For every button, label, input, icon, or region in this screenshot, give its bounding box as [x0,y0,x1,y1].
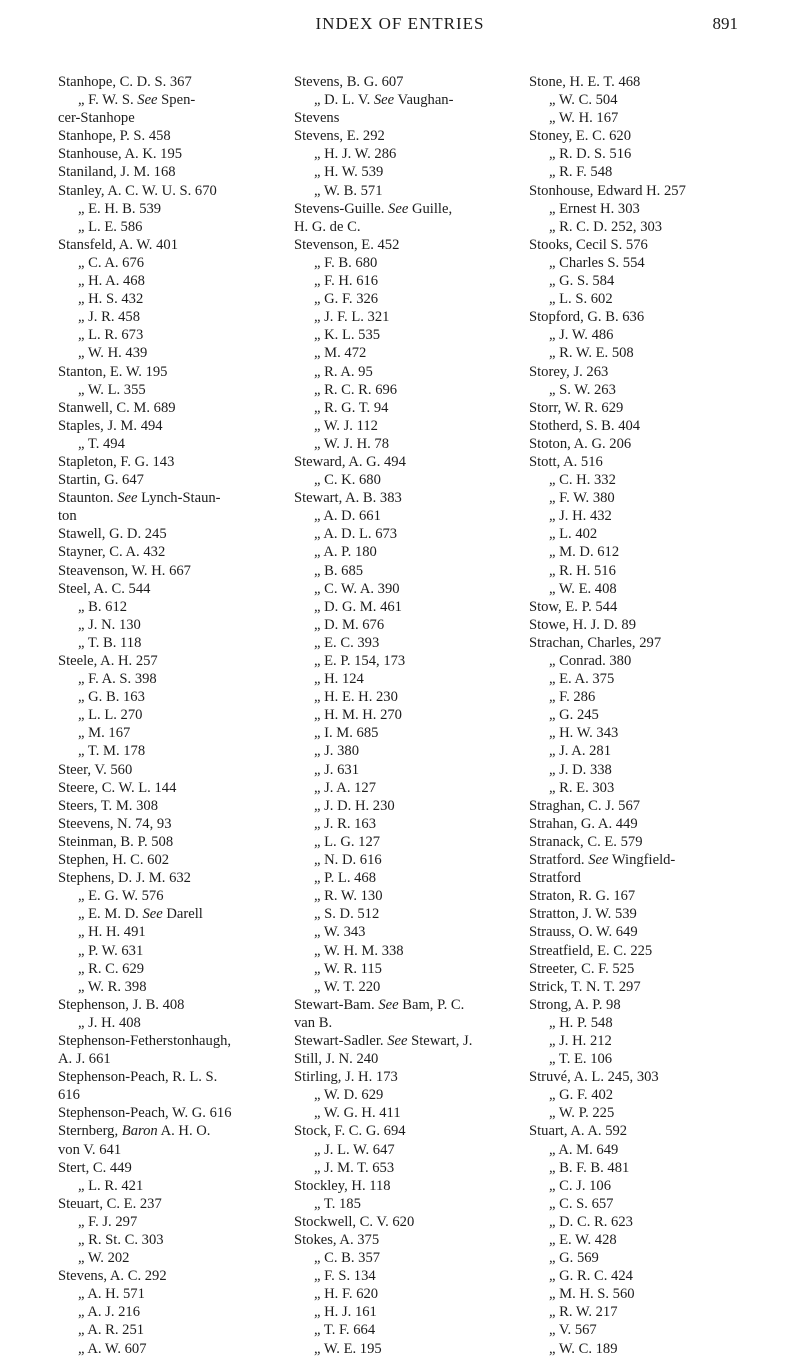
index-entry: Stoton, A. G. 206 [529,435,632,452]
index-entry: A. J. 661 [58,1051,111,1068]
index-subentry: „ J. H. 408 [78,1014,141,1031]
index-entry: Stockley, H. 118 [294,1177,391,1194]
index-entry: Stawell, G. D. 245 [58,526,167,543]
index-entry: Stirling, J. H. 173 [294,1069,398,1086]
index-subentry: „ J. H. 212 [549,1032,612,1049]
index-subentry: „ G. 569 [549,1250,599,1267]
index-entry: Storey, J. 263 [529,363,609,380]
index-subentry: „ H. F. 620 [314,1286,379,1303]
index-subentry: „ E. W. 428 [549,1232,617,1248]
index-subentry: „ C. J. 106 [549,1177,612,1194]
index-subentry: „ L. R. 421 [78,1177,144,1194]
index-subentry: „ L. E. 586 [78,218,143,235]
index-subentry: „ J. W. 486 [549,327,614,344]
index-subentry: „ F. A. S. 398 [78,671,157,688]
index-subentry: „ J. 380 [314,743,359,760]
index-entry: Stonhouse, Edward H. 257 [529,182,686,199]
index-entry: Stanhope, P. S. 458 [58,128,171,145]
index-subentry: „ G. 245 [549,707,599,724]
index-subentry: „ F. B. 680 [314,254,378,271]
index-entry: Staples, J. M. 494 [58,417,163,434]
index-entry: Stone, H. E. T. 468 [529,74,641,90]
index-subentry: „ H. W. 343 [549,725,619,742]
index-subentry: „ D. C. R. 623 [549,1213,633,1230]
index-subentry: „ H. H. 491 [78,924,146,941]
index-subentry: „ J. A. 127 [314,779,377,796]
index-entry: Strachan, Charles, 297 [529,634,662,651]
index-entry: Stow, E. P. 544 [529,598,618,615]
index-subentry: „ R. C. 629 [78,960,145,977]
index-subentry: „ V. 567 [549,1322,597,1339]
index-subentry: „ T. 494 [78,435,125,452]
index-entry: Steavenson, W. H. 667 [58,562,191,579]
index-entry: Steer, V. 560 [58,761,133,778]
index-subentry: „ F. H. 616 [314,273,379,290]
index-entry: Stokes, A. 375 [294,1232,380,1248]
index-entry: Stevens [294,110,340,127]
index-subentry: „ J. M. T. 653 [314,1159,395,1176]
index-subentry: „ W. H. 439 [78,345,148,362]
index-entry: Straghan, C. J. 567 [529,797,641,814]
index-subentry: „ H. E. H. 230 [314,689,398,706]
index-subentry: „ C. K. 680 [314,472,381,489]
index-subentry: „ A. R. 251 [78,1322,145,1339]
index-subentry: „ C. A. 676 [78,254,145,271]
index-subentry: „ E. M. D. See Darell [78,906,203,923]
index-subentry: „ N. D. 616 [314,852,382,869]
index-subentry: „ H. W. 539 [314,164,384,181]
index-subentry: „ D. M. 676 [314,616,385,633]
index-subentry: „ A. J. 216 [78,1304,141,1321]
index-entry: Straton, R. G. 167 [529,888,636,905]
index-column-2 [294,73,516,1358]
index-subentry: „ P. L. 468 [314,870,377,887]
index-entry: Stockwell, C. V. 620 [294,1213,415,1230]
index-entry: von V. 641 [58,1141,122,1158]
index-subentry: „ M. 167 [78,725,131,742]
index-subentry: „ B. 685 [314,562,364,579]
index-subentry: „ I. M. 685 [314,725,379,742]
index-subentry: „ W. L. 355 [78,381,146,398]
index-subentry: „ W. R. 398 [78,978,147,995]
index-subentry: „ M. H. S. 560 [549,1286,635,1303]
index-subentry: „ L. R. 673 [78,327,144,344]
index-entry: Stowe, H. J. D. 89 [529,616,637,633]
index-subentry: „ H. J. 161 [314,1304,377,1321]
index-entry: Stewart-Bam. See Bam, P. C. [294,996,465,1013]
index-entry: Stoney, E. C. 620 [529,128,632,145]
running-title: INDEX OF ENTRIES [315,14,485,33]
index-entry: van B. [294,1014,333,1031]
index-subentry: „ W. T. 220 [314,978,381,995]
index-entry: Stert, C. 449 [58,1159,132,1176]
index-subentry: „ P. W. 631 [78,942,144,959]
index-entry: Steuart, C. E. 237 [58,1195,162,1212]
index-subentry: „ T. F. 664 [314,1322,376,1339]
index-entry: Startin, G. 647 [58,472,144,489]
index-subentry: „ W. P. 225 [549,1105,615,1122]
index-entry: Stephenson-Peach, R. L. S. [58,1069,218,1086]
index-subentry: „ H. 124 [314,671,364,688]
index-subentry: „ R. D. S. 516 [549,146,632,163]
index-subentry: „ L. L. 270 [78,707,143,724]
index-subentry: „ R. H. 516 [549,562,616,579]
index-subentry: „ W. J. H. 78 [314,435,389,452]
index-entry: Stopford, G. B. 636 [529,309,645,326]
index-subentry: „ J. R. 163 [314,815,377,832]
index-entry: Stott, A. 516 [529,453,603,470]
index-subentry: „ B. F. B. 481 [549,1159,630,1176]
index-entry: Stotherd, S. B. 404 [529,417,641,434]
index-entry: Stuart, A. A. 592 [529,1123,628,1140]
index-entry: Staniland, J. M. 168 [58,164,176,181]
index-entry: Stanhouse, A. K. 195 [58,146,183,163]
index-entry: Stephenson-Fetherstonhaugh, [58,1032,232,1049]
index-entry: H. G. de C. [294,218,361,235]
index-subentry: „ R. C. D. 252, 303 [549,218,663,235]
index-subentry: „ H. P. 548 [549,1014,613,1031]
index-entry: Steele, A. H. 257 [58,653,158,669]
index-subentry: „ R. G. T. 94 [314,399,389,416]
page-number: 891 [712,14,738,33]
index-subentry: „ W. C. 504 [549,92,618,109]
index-entry: Sternberg, Baron A. H. O. [58,1123,211,1140]
index-subentry: „ T. 185 [314,1195,361,1212]
index-entry: Steinman, B. P. 508 [58,833,174,850]
index-subentry: „ M. D. 612 [549,544,620,561]
index-entry: Stevens-Guille. See Guille, [294,200,453,217]
index-subentry: „ R. W. 217 [549,1304,618,1321]
index-entry: Strick, T. N. T. 297 [529,978,641,995]
index-subentry: „ E. C. 393 [314,634,380,651]
index-subentry: „ C. B. 357 [314,1250,381,1267]
index-subentry: „ W. 202 [78,1250,130,1267]
index-entry: Stevens, A. C. 292 [58,1268,167,1285]
index-subentry: „ W. B. 571 [314,182,383,199]
index-entry: Stratford. See Wingfield- [529,852,676,869]
index-entry: Strong, A. P. 98 [529,996,621,1013]
index-entry: Steere, C. W. L. 144 [58,779,177,796]
index-subentry: „ A. M. 649 [549,1141,619,1158]
index-subentry: „ S. W. 263 [549,381,616,398]
index-subentry: „ F. 286 [549,689,596,706]
index-subentry: „ E. A. 375 [549,671,615,688]
index-subentry: „ E. P. 154, 173 [314,653,406,669]
index-subentry: „ R. C. R. 696 [314,381,398,398]
index-subentry: „ L. S. 602 [549,291,613,308]
index-subentry: „ J. R. 458 [78,309,141,326]
index-subentry: „ R. E. 303 [549,779,615,796]
index-column-3 [529,73,751,1358]
index-subentry: „ T. E. 106 [549,1051,613,1068]
index-subentry: „ S. D. 512 [314,906,380,923]
index-subentry: „ W. 343 [314,924,366,941]
index-entry: Stevenson, E. 452 [294,236,400,253]
index-subentry: „ R. W. E. 508 [549,345,634,362]
index-subentry: „ W. H. 167 [549,110,619,127]
index-subentry: „ W. J. 112 [314,417,378,434]
index-subentry: „ H. A. 468 [78,273,145,290]
index-entry: Stratford [529,870,581,887]
index-entry: Strahan, G. A. 449 [529,815,638,832]
index-subentry: „ J. N. 130 [78,616,141,633]
index-subentry: „ E. H. B. 539 [78,200,162,217]
index-subentry: „ F. W. S. See Spen- [78,92,196,109]
index-entry: Still, J. N. 240 [294,1051,379,1068]
index-entry: Stansfeld, A. W. 401 [58,236,178,253]
page-header [60,14,740,44]
index-subentry: „ Ernest H. 303 [549,200,640,217]
index-entry: Stayner, C. A. 432 [58,544,166,561]
index-subentry: „ J. A. 281 [549,743,612,760]
index-entry: Steevens, N. 74, 93 [58,815,172,832]
index-entry: ton [58,508,77,525]
index-subentry: „ Charles S. 554 [549,254,645,271]
index-subentry: „ A. P. 180 [314,544,377,561]
index-subentry: „ J. F. L. 321 [314,309,390,326]
index-subentry: „ R. St. C. 303 [78,1232,164,1248]
index-subentry: „ B. 612 [78,598,128,615]
index-subentry: „ G. B. 163 [78,689,145,706]
index-subentry: „ G. F. 326 [314,291,379,308]
index-entry: Strauss, O. W. 649 [529,924,638,941]
index-entry: Staunton. See Lynch-Staun- [58,490,221,507]
index-subentry: „ K. L. 535 [314,327,381,344]
index-subentry: „ C. H. 332 [549,472,616,489]
index-subentry: „ H. M. H. 270 [314,707,402,724]
index-entry: Stanwell, C. M. 689 [58,399,176,416]
index-subentry: „ W. E. 408 [549,580,617,597]
index-entry: Storr, W. R. 629 [529,399,624,416]
index-column-1 [58,73,278,1358]
index-entry: Stratton, J. W. 539 [529,906,637,923]
index-subentry: „ J. L. W. 647 [314,1141,395,1158]
index-subentry: „ J. H. 432 [549,508,612,525]
index-subentry: „ W. R. 115 [314,960,382,977]
index-subentry: „ F. J. 297 [78,1213,138,1230]
index-subentry: „ F. S. 134 [314,1268,376,1285]
index-entry: Streatfield, E. C. 225 [529,942,653,959]
index-entry: Stanley, A. C. W. U. S. 670 [58,182,217,199]
index-entry: Stanton, E. W. 195 [58,363,168,380]
index-subentry: „ D. G. M. 461 [314,598,402,615]
index-entry: Stock, F. C. G. 694 [294,1123,406,1140]
index-subentry: „ L. G. 127 [314,833,381,850]
index-subentry: „ H. J. W. 286 [314,146,397,163]
index-subentry: „ A. H. 571 [78,1286,145,1303]
index-subentry: „ W. H. M. 338 [314,942,404,959]
index-entry: Struvé, A. L. 245, 303 [529,1069,659,1086]
index-entry: Stanhope, C. D. S. 367 [58,74,192,90]
index-subentry: „ A. D. 661 [314,508,381,525]
index-subentry: „ W. D. 629 [314,1087,384,1104]
index-entry: Stephenson, J. B. 408 [58,996,185,1013]
index-subentry: „ R. F. 548 [549,164,613,181]
index-subentry: „ A. D. L. 673 [314,526,398,543]
index-entry: Streeter, C. F. 525 [529,960,635,977]
index-subentry: „ W. E. 195 [314,1340,382,1357]
index-entry: Steward, A. G. 494 [294,453,406,470]
index-subentry: „ F. W. 380 [549,490,615,507]
index-entry: cer-Stanhope [58,110,135,127]
index-subentry: „ E. G. W. 576 [78,888,164,905]
index-subentry: „ A. W. 607 [78,1340,147,1357]
index-entry: Stephen, H. C. 602 [58,852,170,869]
index-subentry: „ Conrad. 380 [549,653,632,669]
index-entry: 616 [58,1087,80,1104]
index-subentry: „ H. S. 432 [78,291,144,308]
index-entry: Stewart, A. B. 383 [294,490,402,507]
index-entry: Stevens, E. 292 [294,128,385,145]
index-subentry: „ C. S. 657 [549,1195,614,1212]
index-subentry: „ W. G. H. 411 [314,1105,401,1122]
index-entry: Stapleton, F. G. 143 [58,453,175,470]
index-subentry: „ M. 472 [314,345,367,362]
index-subentry: „ T. M. 178 [78,743,146,760]
index-subentry: „ C. W. A. 390 [314,580,400,597]
index-entry: Steel, A. C. 544 [58,580,151,597]
index-entry: Stranack, C. E. 579 [529,833,643,850]
index-entry: Stevens, B. G. 607 [294,74,404,90]
index-subentry: „ D. L. V. See Vaughan- [314,92,454,109]
index-subentry: „ T. B. 118 [78,634,142,651]
index-subentry: „ G. S. 584 [549,273,615,290]
index-subentry: „ J. 631 [314,761,359,778]
index-subentry: „ J. D. H. 230 [314,797,395,814]
index-subentry: „ J. D. 338 [549,761,612,778]
index-subentry: „ G. R. C. 424 [549,1268,633,1285]
index-entry: Stephens, D. J. M. 632 [58,870,191,887]
index-subentry: „ W. C. 189 [549,1340,618,1357]
index-subentry: „ R. A. 95 [314,363,373,380]
index-subentry: „ R. W. 130 [314,888,383,905]
index-entry: Steers, T. M. 308 [58,797,158,814]
index-subentry: „ L. 402 [549,526,598,543]
index-entry: Stewart-Sadler. See Stewart, J. [294,1032,473,1049]
index-entry: Stooks, Cecil S. 576 [529,236,648,253]
index-entry: Stephenson-Peach, W. G. 616 [58,1105,232,1122]
index-subentry: „ G. F. 402 [549,1087,614,1104]
